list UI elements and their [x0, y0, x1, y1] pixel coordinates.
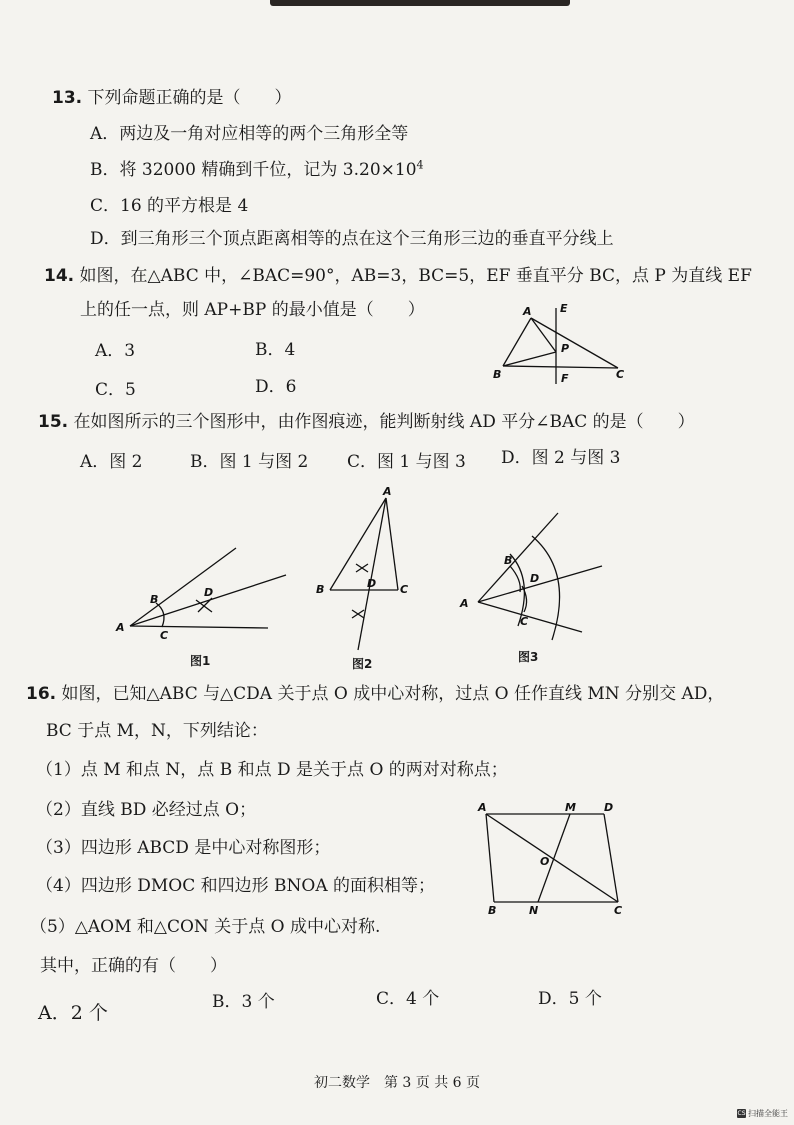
q14-option-b: B．4: [255, 340, 296, 360]
q15-fig2-label-c: C: [400, 583, 409, 596]
q16-statement-2: （2）直线 BD 必经过点 O；: [36, 800, 257, 820]
q16-statement-1: （1）点 M 和点 N，点 B 和点 D 是关于点 O 的两对对称点；: [36, 760, 508, 780]
q14-option-a: A．3: [95, 341, 136, 361]
q16-parallelogram-figure: [474, 798, 634, 920]
q14-label-a: A: [523, 305, 532, 318]
q13-option-b: B．将 32000 精确到千位，记为 $3.20\times 10^4$: [90, 158, 424, 180]
q16-label-b: B: [488, 904, 497, 917]
q15-figure-1: [112, 540, 292, 640]
q16-label-o: O: [540, 855, 550, 868]
q15-fig1-label-b: B: [150, 593, 159, 606]
q16-option-d: D．5 个: [538, 989, 602, 1009]
q15-fig3-caption: 图3: [518, 650, 539, 664]
q15-fig2-label-a: A: [383, 485, 392, 498]
q16-label-d: D: [604, 801, 614, 814]
scan-edge: [270, 0, 570, 6]
scanner-app-icon: CS: [737, 1110, 746, 1117]
q16-option-b: B．3 个: [212, 992, 275, 1012]
q14-label-c: C: [616, 368, 625, 381]
q15-option-a: A．图 2: [80, 452, 143, 472]
q13-option-d: D．到三角形三个顶点距离相等的点在这个三角形三边的垂直平分线上: [90, 229, 614, 249]
q16-statement-4: （4）四边形 DMOC 和四边形 BNOA 的面积相等；: [36, 876, 435, 896]
q14-stem-line1: 14. 如图，在△ABC 中，∠BAC=90°，AB=3，BC=5，EF 垂直平分 BC，点 P 为直线 EF: [44, 266, 752, 286]
q15-fig2-label-b: B: [316, 583, 325, 596]
q15-fig1-caption: 图1: [190, 654, 211, 668]
q15-fig3-label-a: A: [460, 597, 469, 610]
page-footer: 初二数学 第 3 页 共 6 页: [313, 1075, 481, 1091]
q16-stem-line2: BC 于点 M，N，下列结论：: [46, 721, 268, 741]
q14-label-e: E: [560, 302, 568, 315]
q16-label-m: M: [565, 801, 576, 814]
q14-stem-line2: 上的任一点，则 AP+BP 的最小值是（ ）: [80, 300, 425, 320]
scanner-app-name: 扫描全能王: [748, 1109, 788, 1118]
q14-triangle-figure: [488, 300, 638, 390]
q15-figure-3: [458, 508, 608, 643]
q15-option-b: B．图 1 与图 2: [190, 452, 309, 472]
q16-option-c: C．4 个: [376, 989, 440, 1009]
q15-figure-2: [312, 486, 422, 656]
q15-fig3-label-c: C: [520, 615, 529, 628]
q13-option-a: A．两边及一角对应相等的两个三角形全等: [90, 124, 409, 144]
q13-stem: 13. 下列命题正确的是（ ）: [52, 88, 292, 108]
q15-fig3-label-d: D: [530, 572, 540, 585]
q14-label-b: B: [493, 368, 502, 381]
scanner-watermark: [737, 1108, 788, 1119]
q16-stem-line1: 16. 如图，已知△ABC 与△CDA 关于点 O 成中心对称，过点 O 任作直线 MN 分别交 AD，: [26, 684, 725, 704]
q16-statement-5: （5）△AOM 和△CON 关于点 O 成中心对称.: [30, 917, 381, 937]
q16-question: 其中，正确的有（ ）: [40, 956, 227, 976]
q16-option-a: A．2 个: [38, 1002, 108, 1024]
q15-fig2-caption: 图2: [352, 657, 373, 671]
q16-statement-3: （3）四边形 ABCD 是中心对称图形；: [36, 838, 331, 858]
q14-label-p: P: [561, 342, 570, 355]
q16-label-n: N: [529, 904, 539, 917]
q14-option-c: C．5: [95, 380, 136, 400]
q15-fig1-label-d: D: [204, 586, 214, 599]
q15-fig2-label-d: D: [367, 577, 377, 590]
q16-label-c: C: [614, 904, 623, 917]
q15-fig1-label-c: C: [160, 629, 169, 642]
q16-label-a: A: [478, 801, 487, 814]
q14-label-f: F: [561, 372, 569, 385]
q13-option-c: C．16 的平方根是 4: [90, 196, 249, 216]
q15-option-c: C．图 1 与图 3: [347, 452, 466, 472]
q15-fig3-label-b: B: [504, 554, 513, 567]
q14-option-d: D．6: [255, 377, 297, 397]
q15-stem: 15. 在如图所示的三个图形中，由作图痕迹，能判断射线 AD 平分∠BAC 的是（ ）: [38, 412, 695, 432]
q15-fig1-label-a: A: [116, 621, 125, 634]
q15-option-d: D．图 2 与图 3: [501, 448, 621, 468]
